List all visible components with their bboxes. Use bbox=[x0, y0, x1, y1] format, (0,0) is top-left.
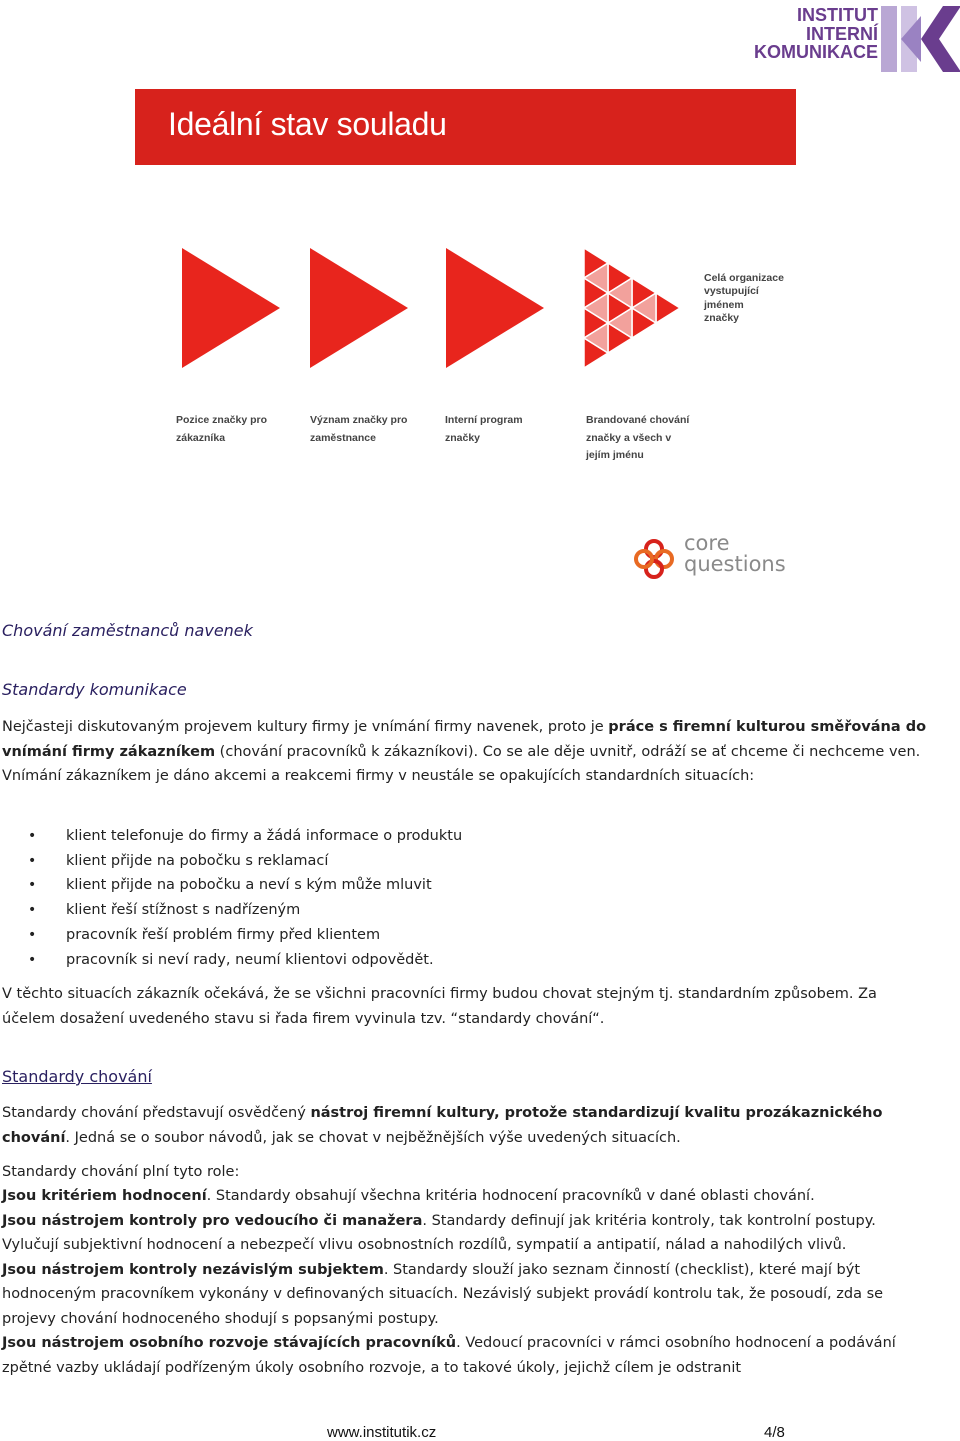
step-label-3 bbox=[445, 412, 585, 447]
step-label-line: značky bbox=[445, 431, 481, 444]
text-run: Nejčasteji diskutovaným projevem kultury firmy je vnímání firmy navenek, proto je bbox=[2, 719, 609, 735]
text-run-bold: práce s firemní kulturou směřována do vnímání firmy zákazníkem bbox=[2, 719, 927, 760]
step-label-line: zaměstnance bbox=[310, 431, 376, 444]
heading-behavior-outside: Chování zaměstnanců navenek bbox=[2, 621, 253, 640]
role-title: Jsou nástrojem kontroly nezávislým subjektem bbox=[2, 1261, 384, 1278]
core-questions-logo bbox=[630, 531, 800, 585]
step-label-line: Brandované chování bbox=[586, 414, 690, 426]
note-line: značky bbox=[704, 311, 740, 324]
triangle-step-2 bbox=[310, 248, 408, 368]
step-label-line: Význam značky pro bbox=[310, 414, 408, 426]
logo-line: KOMUNIKACE bbox=[754, 42, 878, 62]
role-item bbox=[2, 1209, 932, 1258]
note-line: vystupující bbox=[704, 285, 759, 298]
footer-page-number: 4/8 bbox=[764, 1424, 785, 1441]
slide-title: Ideální stav souladu bbox=[168, 106, 447, 142]
logo-line: INTERNÍ bbox=[806, 23, 878, 44]
list-item: • klient přijde na pobočku s reklamací bbox=[28, 849, 462, 874]
role-title: Jsou nástrojem kontroly pro vedoucího či manažera bbox=[2, 1212, 423, 1229]
slide-note bbox=[704, 272, 814, 325]
role-title: Jsou kritériem hodnocení bbox=[2, 1188, 207, 1204]
step-label-4 bbox=[586, 412, 726, 465]
list-item: • klient přijde na pobočku a neví s kým může mluvit bbox=[28, 873, 462, 898]
core-questions-wordmark bbox=[684, 533, 786, 575]
role-text: . Standardy definují jak kritéria kontroly, tak kontrolní postupy. Vylučují subjektivní hodnocení a nebezpečí vlivu osobnostních rozdílů, sympatií a antipatií, nálad a nahodilých vlivů. bbox=[2, 1212, 876, 1253]
heading-behavior-standards: Standardy chování bbox=[2, 1067, 152, 1086]
paragraph-intro bbox=[2, 715, 932, 789]
list-item: • klient řeší stížnost s nadřízeným bbox=[28, 898, 462, 923]
step-label-line: zákazníka bbox=[176, 431, 226, 444]
step-label-2 bbox=[310, 412, 450, 447]
institut-logo bbox=[746, 6, 960, 70]
list-item: • pracovník řeší problém firmy před klientem bbox=[28, 923, 462, 948]
role-item bbox=[2, 1331, 932, 1380]
step-label-line: značky a všech v bbox=[586, 431, 672, 444]
note-line: jménem bbox=[704, 298, 744, 311]
text-run: . Jedná se o soubor návodů, jak se chovat v nejběžnějších výše uvedených situacích. bbox=[65, 1129, 681, 1146]
text-run: Standardy chování představují osvědčený bbox=[2, 1105, 311, 1121]
triangle-step-3 bbox=[446, 248, 544, 368]
step-label-line: Pozice značky pro bbox=[176, 414, 268, 426]
list-item: • klient telefonuje do firmy a žádá informace o produktu bbox=[28, 824, 462, 849]
roles-list bbox=[2, 1184, 932, 1380]
paragraph-roles-intro: Standardy chování plní tyto role: bbox=[2, 1164, 240, 1180]
triangle-step-1 bbox=[182, 248, 280, 368]
situations-list bbox=[28, 824, 462, 972]
role-text: . Vedoucí pracovníci v rámci osobního hodnocení a podávání zpětné vazby ukládají podřízeným úkoly osobního rozvoje, a to takové úkoly, jejichž cílem je odstranit bbox=[2, 1335, 896, 1376]
core-questions-logo-icon bbox=[630, 535, 678, 583]
step-label-1 bbox=[176, 412, 316, 447]
role-text: . Standardy obsahují všechna kritéria hodnocení pracovníků v dané oblasti chování. bbox=[206, 1188, 815, 1204]
step-label-line: jejím jménu bbox=[586, 449, 644, 461]
ik-logo-mark-icon bbox=[881, 6, 960, 72]
note-line: Celá organizace bbox=[704, 272, 784, 284]
role-item bbox=[2, 1258, 932, 1332]
logo-wordmark bbox=[746, 6, 878, 62]
triangle-step-4-mosaic bbox=[584, 248, 680, 368]
paragraph-expectations: V těchto situacích zákazník očekává, že se všichni pracovníci firmy budou chovat stejným tj. standardním způsobem. Za účelem dosažení uvedeného stavu si řada firem vyvinula tzv. “standardy chování“. bbox=[2, 986, 877, 1027]
footer-website: www.institutik.cz bbox=[327, 1424, 437, 1441]
role-text: . Standardy slouží jako seznam činností (checklist), které mají být hodnoceným pracovníkem vykonány v definovaných situacích. Nezávislý subjekt provádí kontrolu tak, že posoudí, zda se projevy chování hodnoceného shodují s popsanými postupy. bbox=[2, 1261, 884, 1327]
text-run-bold: nástroj firemní kultury, protože standardizují kvalitu prozákaznického chování bbox=[2, 1105, 883, 1146]
brand-line: questions bbox=[684, 552, 786, 576]
list-item: • pracovník si neví rady, neumí klientovi odpovědět. bbox=[28, 948, 462, 973]
brand-line: core bbox=[684, 531, 730, 555]
paragraph-standards-definition bbox=[2, 1101, 932, 1150]
role-item bbox=[2, 1184, 932, 1209]
text-run: (chování pracovníků k zákazníkovi). Co se ale děje uvnitř, odráží se ať chceme či nechceme ven. Vnímání zákazníkem je dáno akcemi a reakcemi firmy v neustále se opakujících standardních situacích: bbox=[2, 743, 921, 784]
logo-line: INSTITUT bbox=[797, 5, 878, 25]
step-label-line: Interní program bbox=[445, 414, 523, 426]
progression-triangles bbox=[170, 240, 710, 370]
heading-communication-standards: Standardy komunikace bbox=[2, 680, 187, 699]
role-title: Jsou nástrojem osobního rozvoje stávajících pracovníků bbox=[2, 1335, 457, 1351]
